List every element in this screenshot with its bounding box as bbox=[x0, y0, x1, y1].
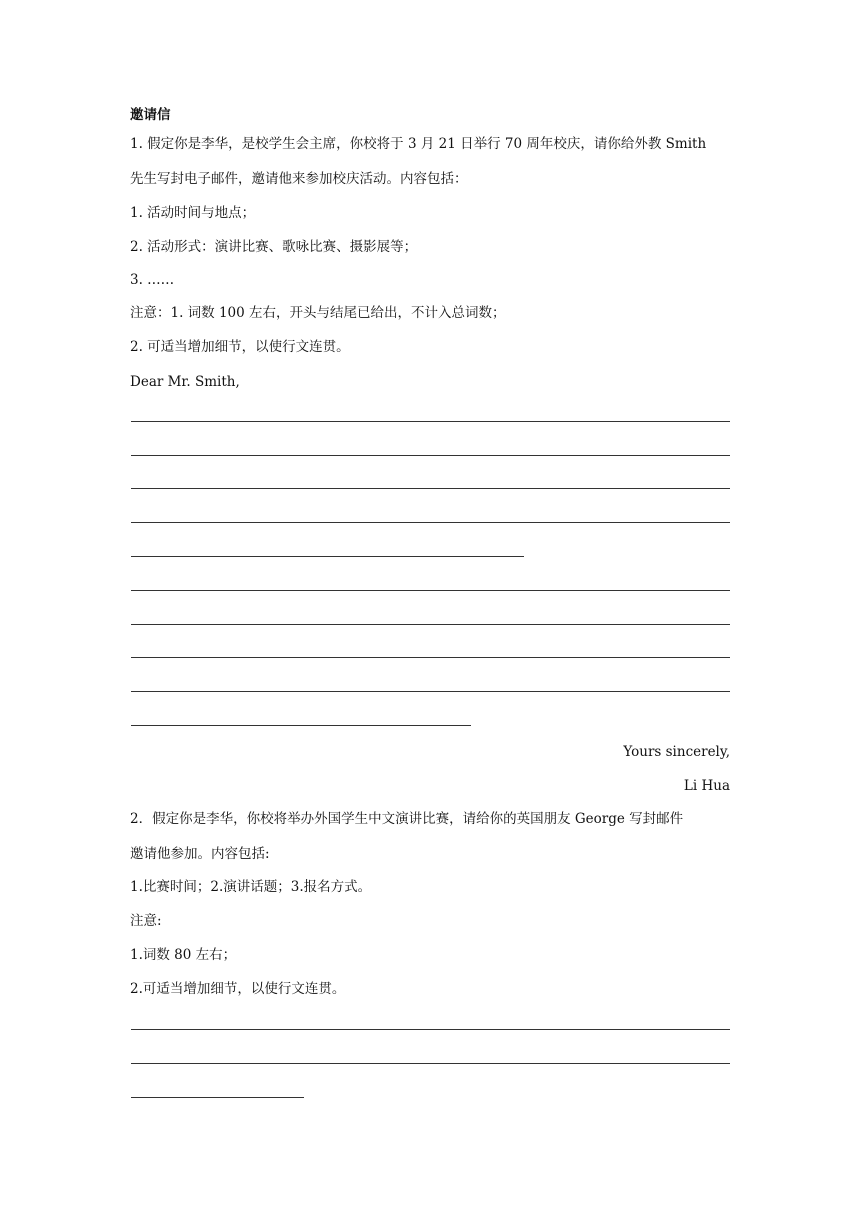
task1-greeting: Dear Mr. Smith, bbox=[130, 374, 240, 390]
task1-item3: 3. …… bbox=[130, 272, 175, 288]
answer-line bbox=[131, 657, 730, 658]
answer-line bbox=[131, 725, 471, 726]
task2-note1: 1.词数 80 左右； bbox=[130, 947, 237, 963]
answer-line bbox=[131, 624, 730, 625]
task1-note2: 2. 可适当增加细节，以使行文连贯。 bbox=[130, 339, 350, 355]
answer-line bbox=[131, 455, 730, 456]
answer-line bbox=[131, 1063, 730, 1064]
answer-line bbox=[131, 1029, 730, 1030]
document-title: 邀请信 bbox=[130, 107, 171, 123]
answer-line bbox=[131, 556, 524, 557]
answer-line bbox=[131, 1097, 304, 1098]
answer-line bbox=[131, 522, 730, 523]
task2-note-label: 注意: bbox=[130, 913, 162, 929]
task2-prompt-line2: 邀请他参加。内容包括: bbox=[130, 846, 270, 862]
task1-note1: 注意：1. 词数 100 左右，开头与结尾已给出，不计入总词数； bbox=[130, 305, 506, 321]
answer-line bbox=[131, 488, 730, 489]
task2-items: 1.比赛时间；2.演讲话题；3.报名方式。 bbox=[130, 879, 372, 895]
task1-prompt-line1: 1. 假定你是李华，是校学生会主席，你校将于 3 月 21 日举行 70 周年校庆，请你给外教 Smith bbox=[130, 136, 707, 152]
task2-note2: 2.可适当增加细节，以使行文连贯。 bbox=[130, 981, 346, 997]
task1-signature: Li Hua bbox=[683, 778, 730, 794]
answer-line bbox=[131, 590, 730, 591]
answer-line bbox=[131, 691, 730, 692]
task1-closing: Yours sincerely, bbox=[623, 744, 730, 760]
task1-item1: 1. 活动时间与地点； bbox=[130, 205, 256, 221]
task1-prompt-line2: 先生写封电子邮件，邀请他来参加校庆活动。内容包括： bbox=[130, 171, 468, 187]
task2-prompt-line1: 2．假定你是李华，你校将举办外国学生中文演讲比赛，请给你的英国朋友 George 写封邮件 bbox=[130, 811, 684, 827]
answer-line bbox=[131, 421, 730, 422]
task1-item2: 2. 活动形式：演讲比赛、歌咏比赛、摄影展等； bbox=[130, 239, 418, 255]
